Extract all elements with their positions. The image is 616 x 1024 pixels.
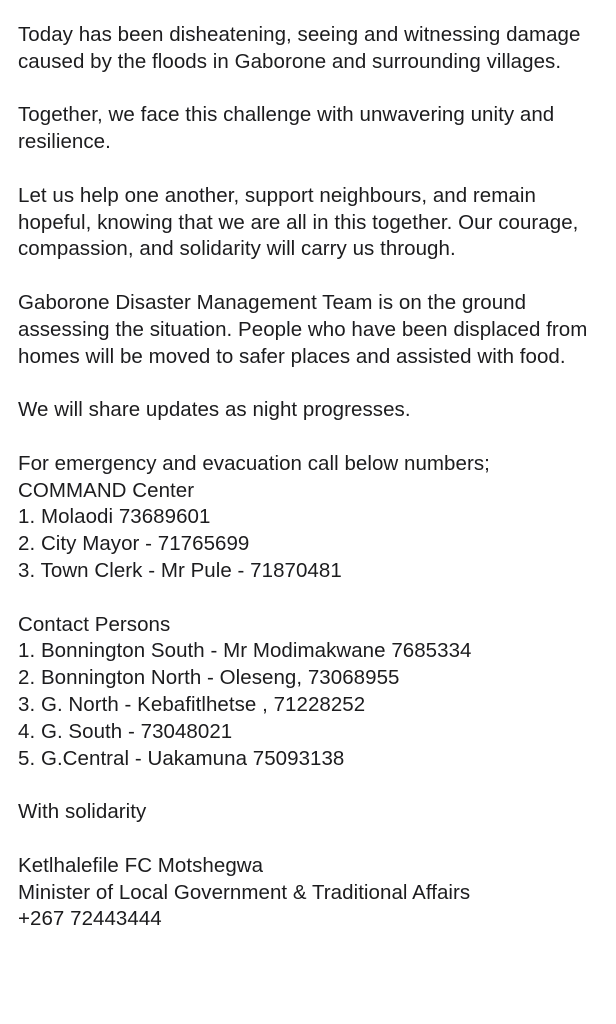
emergency-number-item: 3. Town Clerk - Mr Pule - 71870481 <box>18 558 342 582</box>
unity-paragraph: Together, we face this challenge with unwavering unity and resilience. <box>18 103 555 154</box>
emergency-number-item: 1. Molaodi 73689601 <box>18 505 211 529</box>
signature-title: Minister of Local Government & Traditional Affairs <box>18 880 471 904</box>
emergency-heading: For emergency and evacuation call below numbers; <box>18 451 490 475</box>
closing-line: With solidarity <box>18 800 147 824</box>
signature-phone: +267 72443444 <box>18 907 162 931</box>
updates-paragraph: We will share updates as night progresses. <box>18 398 411 422</box>
contact-persons <box>18 612 608 773</box>
post-body <box>18 22 608 933</box>
command-center-label: COMMAND Center <box>18 478 195 502</box>
help-paragraph: Let us help one another, support neighbours, and remain hopeful, knowing that we are all in this together. Our courage, compassion, and solidarity will carry us through. <box>18 183 579 261</box>
emergency-number-item: 2. City Mayor - 71765699 <box>18 532 250 556</box>
contact-item: 1. Bonnington South - Mr Modimakwane 7685334 <box>18 639 472 663</box>
emergency-numbers <box>18 451 608 585</box>
contact-item: 4. G. South - 73048021 <box>18 719 233 743</box>
contacts-heading: Contact Persons <box>18 612 171 636</box>
contact-item: 2. Bonnington North - Oleseng, 73068955 <box>18 666 400 690</box>
intro-paragraph: Today has been disheatening, seeing and witnessing damage caused by the floods in Gaborone and surrounding villages. <box>18 23 581 73</box>
contact-item: 5. G.Central - Uakamuna 75093138 <box>18 746 345 770</box>
signature-name: Ketlhalefile FC Motshegwa <box>18 853 264 877</box>
signature <box>18 853 608 933</box>
contact-item: 3. G. North - Kebafitlhetse , 71228252 <box>18 692 366 716</box>
team-paragraph: Gaborone Disaster Management Team is on the ground assessing the situation. People who have been displaced from homes will be moved to safer places and assisted with food. <box>18 290 588 368</box>
